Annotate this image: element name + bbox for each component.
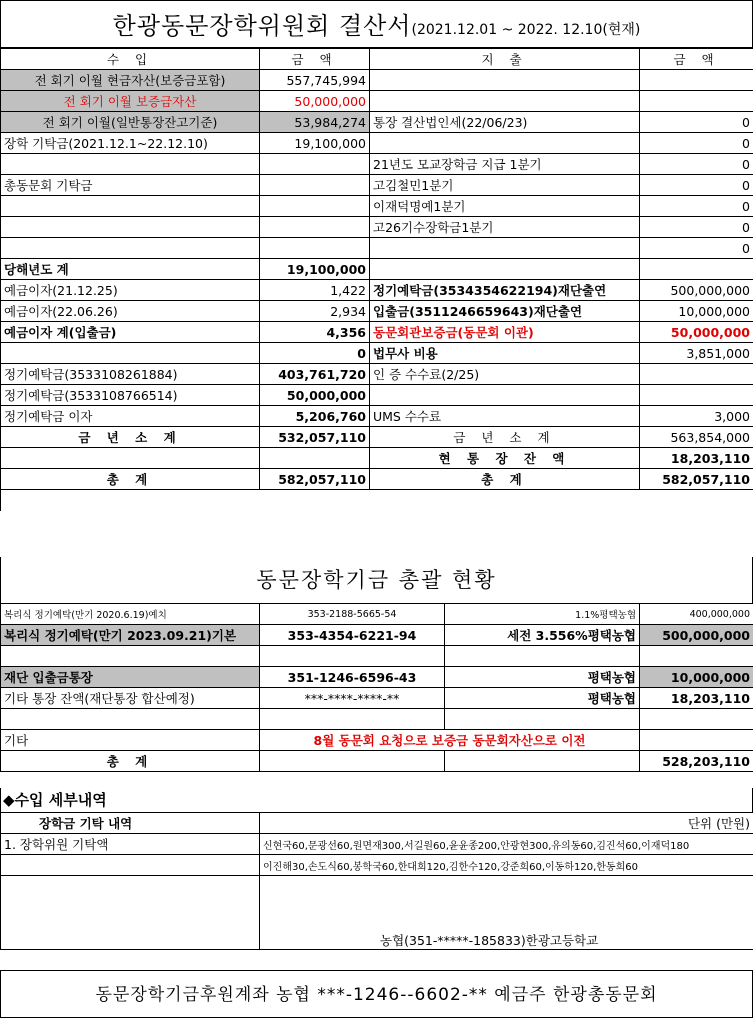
fund-title: 동문장학기금 총괄 현황	[0, 557, 753, 603]
expense-total: 582,057,110	[640, 469, 753, 490]
detail-row	[1, 855, 753, 876]
detail-unit: 단위 (만원)	[260, 813, 753, 834]
income-amount: 2,934	[260, 301, 370, 322]
expense-subtotal: 563,854,000	[640, 427, 753, 448]
expense-label: 고26기수장학금1분기	[370, 217, 640, 238]
income-label	[1, 154, 260, 175]
fund-amount: 500,000,000	[640, 625, 753, 646]
income-amount: 0	[260, 343, 370, 364]
expense-label: 고김철민1분기	[370, 175, 640, 196]
fund-bank: 평택농협	[445, 667, 640, 688]
income-label: 정기예탁금(3533108261884)	[1, 364, 260, 385]
income-amount	[260, 448, 370, 469]
expense-label: 21년도 모교장학금 지급 1분기	[370, 154, 640, 175]
income-label: 예금이자(21.12.25)	[1, 280, 260, 301]
expense-amount	[640, 364, 753, 385]
expense-amount: 0	[640, 133, 753, 154]
fund-row	[1, 625, 753, 646]
header-income: 수 입	[1, 49, 260, 70]
expense-label	[370, 91, 640, 112]
fund-desc: 기타 통장 잔액(재단통장 합산예정)	[1, 688, 260, 709]
fund-desc: 복리식 정기예탁(만기 2020.6.19)예치	[1, 604, 260, 625]
fund-bank: 평택농협	[445, 688, 640, 709]
fund-account: 351-1246-6596-43	[260, 667, 445, 688]
income-total-label: 총 계	[1, 469, 260, 490]
income-label	[1, 448, 260, 469]
fund-row-empty	[1, 646, 753, 667]
table-row	[1, 217, 753, 238]
income-amount: 5,206,760	[260, 406, 370, 427]
table-row	[1, 301, 753, 322]
income-label: 전 회기 이월 보증금자산	[1, 91, 260, 112]
detail-row	[1, 876, 753, 950]
current-balance: 18,203,110	[640, 448, 753, 469]
expense-label	[370, 133, 640, 154]
donor-list-1: 신현국60,문광선60,원면재300,서길원60,윤윤종200,안광현300,유의동60,김진석60,이재덕180	[260, 834, 753, 855]
expense-amount: 0	[640, 154, 753, 175]
detail-header-row	[1, 813, 753, 834]
expense-amount	[640, 70, 753, 91]
income-label	[1, 217, 260, 238]
donor-list-2: 이진해30,손도식60,봉학국60,한대희120,김한수120,강준희60,이동하120,한동희60	[260, 855, 753, 876]
header-amount2: 금 액	[640, 49, 753, 70]
income-subtotal-label: 금 년 소 계	[1, 427, 260, 448]
fund-account: ***-****-****-**	[260, 688, 445, 709]
detail-table	[0, 812, 753, 950]
income-amount: 4,356	[260, 322, 370, 343]
expense-amount: 3,000	[640, 406, 753, 427]
current-balance-label: 현 통 장 잔 액	[370, 448, 640, 469]
income-amount: 403,761,720	[260, 364, 370, 385]
table-row	[1, 343, 753, 364]
expense-amount: 3,851,000	[640, 343, 753, 364]
income-label: 전 회기 이월 현금자산(보증금포함)	[1, 70, 260, 91]
expense-label	[370, 259, 640, 280]
income-amount: 19,100,000	[260, 133, 370, 154]
fund-desc: 재단 입출금통장	[1, 667, 260, 688]
expense-label: UMS 수수료	[370, 406, 640, 427]
fund-row	[1, 730, 753, 751]
fund-amount: 10,000,000	[640, 667, 753, 688]
expense-label	[370, 70, 640, 91]
table-row	[1, 154, 753, 175]
fund-total-label: 총 계	[1, 751, 260, 772]
title-period: (2021.12.01 ~ 2022. 12.10(현재)	[412, 22, 641, 38]
income-amount	[260, 196, 370, 217]
school-account: 농협(351-*****-185833)한광고등학교	[260, 876, 753, 950]
income-label: 정기예탁금 이자	[1, 406, 260, 427]
table-row	[1, 70, 753, 91]
settlement-table	[0, 48, 753, 511]
table-row	[1, 280, 753, 301]
detail-heading: ◆수입 세부내역	[0, 788, 753, 812]
table-row	[1, 406, 753, 427]
income-amount: 53,984,274	[260, 112, 370, 133]
expense-amount: 0	[640, 217, 753, 238]
fund-row	[1, 667, 753, 688]
expense-amount: 0	[640, 175, 753, 196]
income-amount	[260, 217, 370, 238]
total-row	[1, 469, 753, 490]
header-expense: 지 출	[370, 49, 640, 70]
fund-row	[1, 688, 753, 709]
fund-account: 353-4354-6221-94	[260, 625, 445, 646]
table-row	[1, 259, 753, 280]
income-total: 582,057,110	[260, 469, 370, 490]
expense-label: 법무사 비용	[370, 343, 640, 364]
income-amount: 50,000,000	[260, 385, 370, 406]
expense-label: 입출금(3511246659643)재단출연	[370, 301, 640, 322]
expense-amount: 0	[640, 112, 753, 133]
balance-row	[1, 448, 753, 469]
table-row	[1, 133, 753, 154]
expense-subtotal-label: 금 년 소 계	[370, 427, 640, 448]
income-label: 예금이자(22.06.26)	[1, 301, 260, 322]
income-amount: 50,000,000	[260, 91, 370, 112]
fund-amount: 18,203,110	[640, 688, 753, 709]
subtotal-row	[1, 427, 753, 448]
fund-table	[0, 603, 753, 772]
expense-label	[370, 385, 640, 406]
detail-item: 1. 장학위원 기탁액	[1, 834, 260, 855]
income-label: 당해년도 계	[1, 259, 260, 280]
footer-account: 동문장학기금후원계좌 농협 ***-1246--6602-** 예금주 한광총동문회	[0, 970, 753, 1018]
expense-label	[370, 238, 640, 259]
income-subtotal: 532,057,110	[260, 427, 370, 448]
fund-desc: 복리식 정기예탁(만기 2023.09.21)기본	[1, 625, 260, 646]
header-amount: 금 액	[260, 49, 370, 70]
income-label: 전 회기 이월(일반통장잔고기준)	[1, 112, 260, 133]
expense-label: 통장 결산법인세(22/06/23)	[370, 112, 640, 133]
fund-amount: 400,000,000	[640, 604, 753, 625]
income-label: 예금이자 계(입출금)	[1, 322, 260, 343]
table-row	[1, 112, 753, 133]
table-row	[1, 196, 753, 217]
income-amount	[260, 238, 370, 259]
expense-amount	[640, 259, 753, 280]
table-row	[1, 91, 753, 112]
detail-row	[1, 834, 753, 855]
fund-total: 528,203,110	[640, 751, 753, 772]
income-label: 장학 기탁금(2021.12.1~22.12.10)	[1, 133, 260, 154]
income-amount	[260, 175, 370, 196]
income-amount: 19,100,000	[260, 259, 370, 280]
document-title	[0, 0, 753, 48]
expense-total-label: 총 계	[370, 469, 640, 490]
fund-desc: 기타	[1, 730, 260, 751]
fund-bank: 1.1%평택농협	[445, 604, 640, 625]
fund-note: 8월 동문회 요청으로 보증금 동문회자산으로 이전	[260, 730, 640, 751]
income-label: 총동문회 기탁금	[1, 175, 260, 196]
fund-bank: 세전 3.556%평택농협	[445, 625, 640, 646]
expense-amount: 10,000,000	[640, 301, 753, 322]
income-amount	[260, 154, 370, 175]
income-amount: 557,745,994	[260, 70, 370, 91]
table-row	[1, 238, 753, 259]
expense-label: 이재덕명예1분기	[370, 196, 640, 217]
expense-label: 정기예탁금(3534354622194)재단출연	[370, 280, 640, 301]
detail-col1: 장학금 기탁 내역	[1, 813, 260, 834]
income-label	[1, 196, 260, 217]
income-label	[1, 343, 260, 364]
expense-amount: 50,000,000	[640, 322, 753, 343]
table-row	[1, 385, 753, 406]
income-label	[1, 238, 260, 259]
expense-amount: 0	[640, 238, 753, 259]
spacer-row	[1, 490, 753, 511]
expense-amount	[640, 385, 753, 406]
expense-amount: 0	[640, 196, 753, 217]
table-header-row	[1, 49, 753, 70]
table-row	[1, 364, 753, 385]
table-row	[1, 322, 753, 343]
title-main: 한광동문장학위원회 결산서	[113, 12, 412, 40]
fund-account: 353-2188-5665-54	[260, 604, 445, 625]
expense-label: 인 증 수수료(2/25)	[370, 364, 640, 385]
fund-row	[1, 604, 753, 625]
expense-amount	[640, 91, 753, 112]
expense-amount: 500,000,000	[640, 280, 753, 301]
income-amount: 1,422	[260, 280, 370, 301]
income-label: 정기예탁금(3533108766514)	[1, 385, 260, 406]
table-row	[1, 175, 753, 196]
fund-total-row	[1, 751, 753, 772]
expense-label: 동문회관보증금(동문회 이관)	[370, 322, 640, 343]
fund-row-empty	[1, 709, 753, 730]
